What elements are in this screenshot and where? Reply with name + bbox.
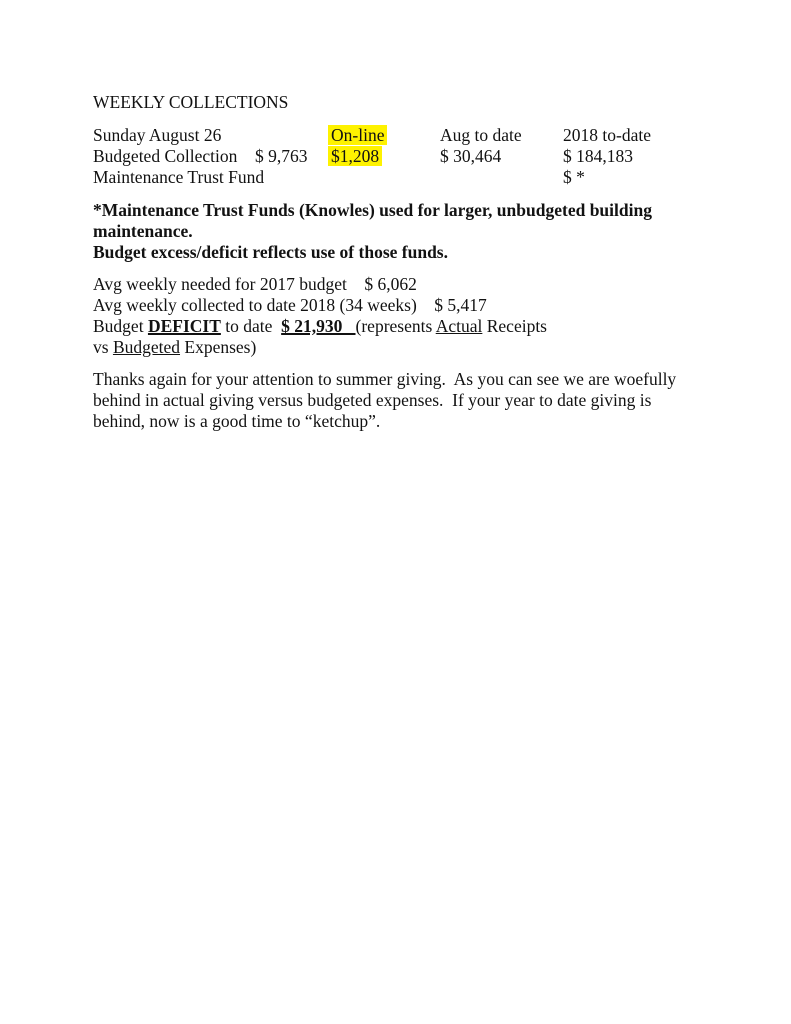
budget-stats — [93, 274, 703, 358]
collections-table — [93, 125, 703, 188]
table-row2-label: Budgeted Collection — [93, 146, 238, 166]
maintenance-note-line2: Budget excess/deficit reflects use of those funds. — [93, 242, 448, 262]
budget-deficit-line — [93, 316, 703, 337]
table-row3-2018-to-date-amount: $ * — [563, 167, 585, 187]
deficit-text-plain: Budget — [93, 316, 148, 336]
document-content — [93, 92, 703, 432]
table-row1-2018-to-date-header: 2018 to-date — [563, 125, 651, 145]
highlighted-online-amount: $1,208 — [328, 146, 382, 166]
actual-word: Actual — [435, 316, 483, 336]
table-row2-online-cell — [328, 146, 440, 167]
highlighted-online-header: On-line — [328, 125, 387, 145]
maintenance-note-line1: *Maintenance Trust Funds (Knowles) used for larger, unbudgeted building maintenance. — [93, 200, 657, 241]
table-row1-aug-to-date-header: Aug to date — [440, 125, 522, 145]
deficit-word: DEFICIT — [147, 316, 221, 336]
table-row3-label: Maintenance Trust Fund — [93, 167, 265, 187]
deficit-amount: $ 21,930 — [281, 316, 356, 336]
expenses-text: Expenses) — [180, 337, 257, 357]
budget-deficit-line2 — [93, 337, 703, 358]
table-row2-aug-to-date-amount: $ 30,464 — [440, 146, 502, 166]
avg-weekly-needed-line: Avg weekly needed for 2017 budget $ 6,062 — [93, 274, 417, 294]
table-row2-2018-to-date-amount: $ 184,183 — [563, 146, 633, 166]
deficit-to-date-text: to date — [220, 316, 282, 336]
represents-text: (represents — [355, 316, 436, 336]
vs-text: vs — [93, 337, 113, 357]
closing-paragraph: Thanks again for your attention to summer giving. As you can see we are woefully behind in actual giving versus budgeted expenses. If your year to date giving is behind, now is a good time to “ketchup”. — [93, 369, 681, 431]
receipts-text: Receipts — [482, 316, 547, 336]
table-row2-week-amount: $ 9,763 — [255, 146, 308, 166]
budgeted-word: Budgeted — [112, 337, 181, 357]
avg-weekly-collected-line: Avg weekly collected to date 2018 (34 weeks) $ 5,417 — [93, 295, 487, 315]
maintenance-note — [93, 200, 703, 263]
table-row1-label: Sunday August 26 — [93, 125, 222, 145]
table-row1-online-cell — [328, 125, 440, 146]
page-title: WEEKLY COLLECTIONS — [93, 92, 289, 112]
